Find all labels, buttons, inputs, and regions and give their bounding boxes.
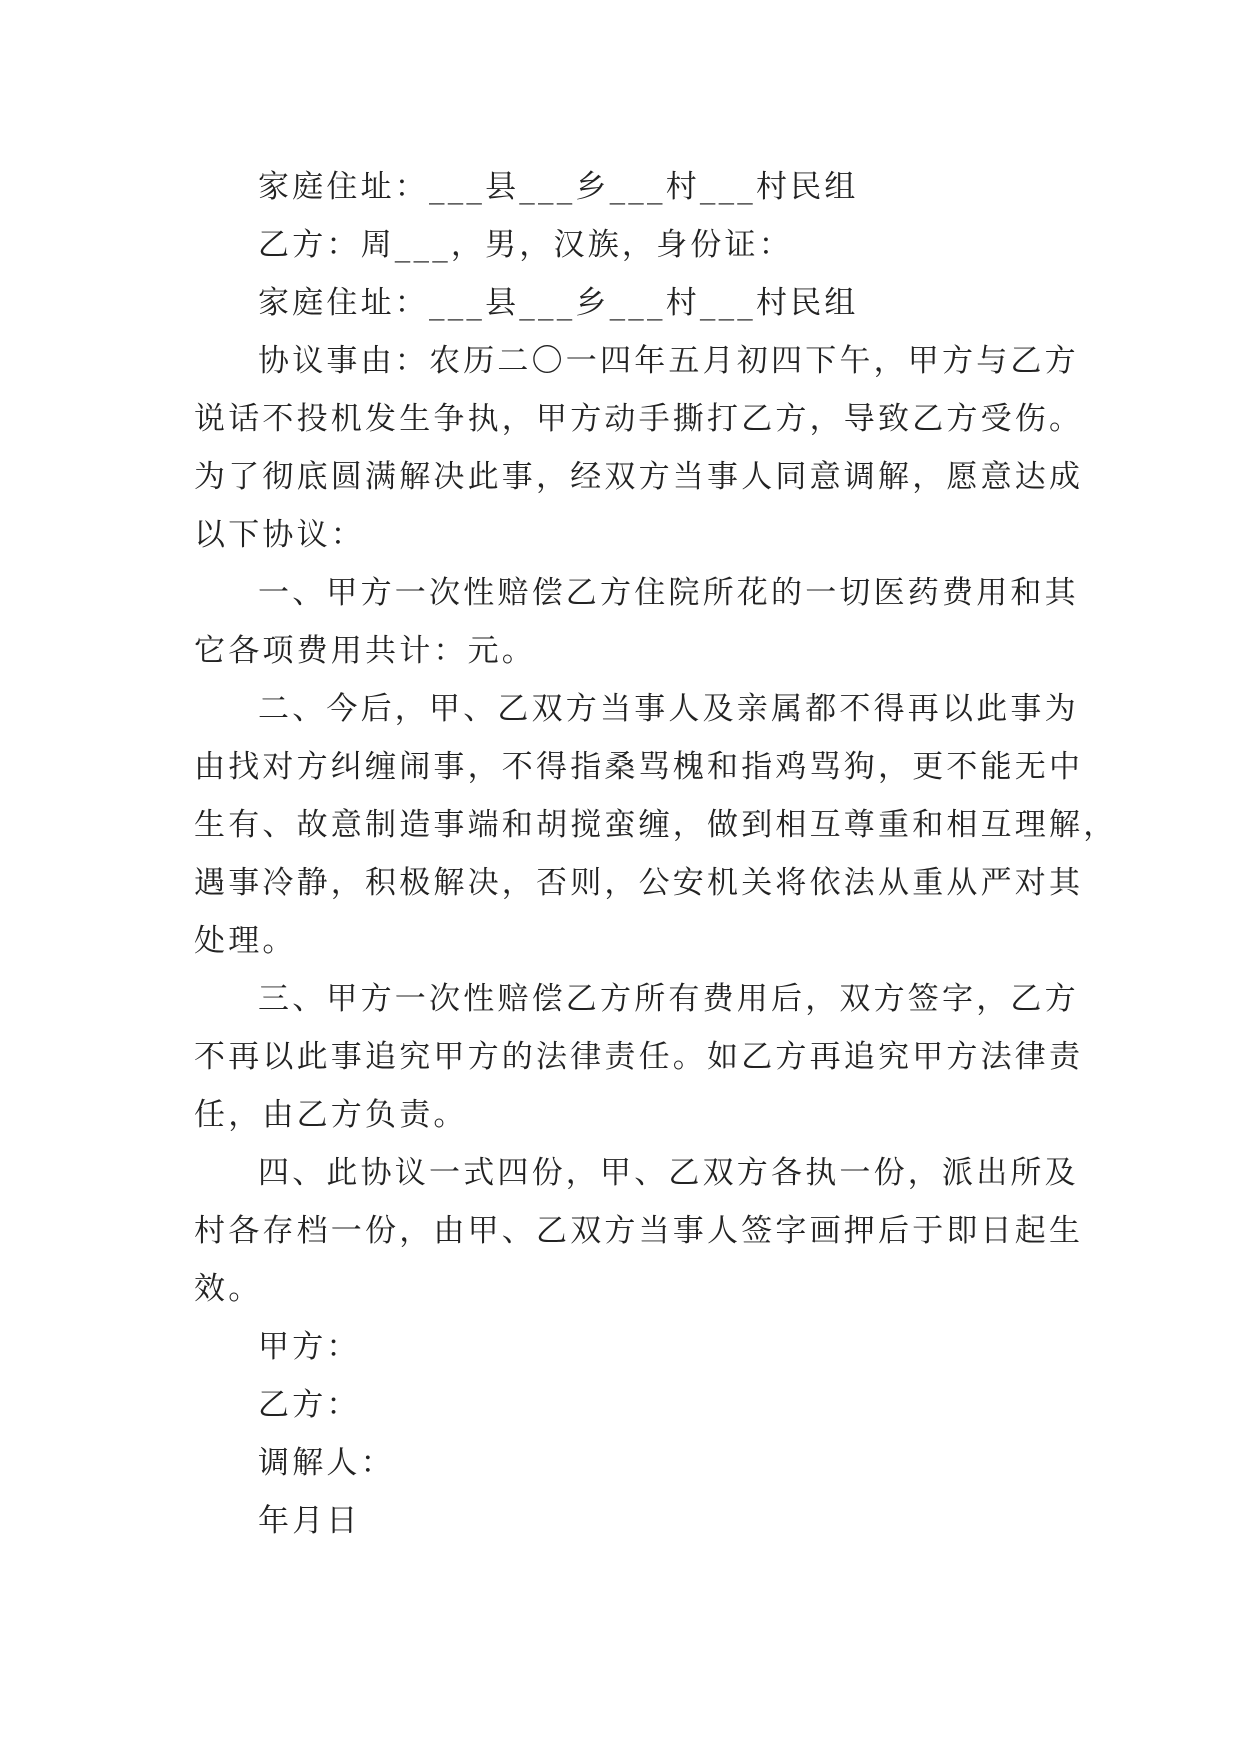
clause-line: 一、甲方一次性赔偿乙方住院所花的一切医药费用和其 [258, 575, 1079, 611]
clause-3 [194, 970, 1084, 1144]
agreement-reason [194, 332, 1084, 564]
clause-line: 效。 [194, 1271, 263, 1307]
clause-line: 处理。 [194, 923, 297, 959]
reason-line: 以下协议： [194, 517, 365, 553]
signature-party-b: 乙方： [258, 1387, 361, 1423]
clause-line: 二、今后，甲、乙双方当事人及亲属都不得再以此事为 [258, 691, 1079, 727]
clause-line: 四、此协议一式四份，甲、乙双方各执一份，派出所及 [258, 1155, 1079, 1191]
clause-line: 生有、故意制造事端和胡搅蛮缠，做到相互尊重和相互理解， [194, 807, 1118, 843]
clause-line: 任，由乙方负责。 [194, 1097, 468, 1133]
clause-line: 它各项费用共计：元。 [194, 633, 536, 669]
party-b-info: 乙方：周___，男，汉族，身份证： [258, 227, 793, 263]
clause-line: 村各存档一份，由甲、乙双方当事人签字画押后于即日起生 [194, 1213, 1084, 1249]
reason-line: 为了彻底圆满解决此事，经双方当事人同意调解，愿意达成 [194, 459, 1084, 495]
clause-2 [194, 680, 1118, 970]
clause-1 [194, 564, 1079, 680]
signature-mediator: 调解人： [258, 1445, 395, 1481]
clause-line: 由找对方纠缠闹事，不得指桑骂槐和指鸡骂狗，更不能无中 [194, 749, 1084, 785]
clause-line: 三、甲方一次性赔偿乙方所有费用后，双方签字，乙方 [258, 981, 1079, 1017]
party-a-address: 家庭住址：___县___乡___村___村民组 [258, 169, 859, 205]
signature-date: 年月日 [258, 1503, 361, 1539]
document-body [194, 158, 1118, 1550]
clause-4 [194, 1144, 1084, 1318]
clause-line: 不再以此事追究甲方的法律责任。如乙方再追究甲方法律责 [194, 1039, 1084, 1075]
reason-line: 说话不投机发生争执，甲方动手撕打乙方，导致乙方受伤。 [194, 401, 1084, 437]
reason-line: 协议事由：农历二〇一四年五月初四下午，甲方与乙方 [258, 343, 1079, 379]
party-b-address: 家庭住址：___县___乡___村___村民组 [258, 285, 859, 321]
signature-party-a: 甲方： [258, 1329, 361, 1365]
clause-line: 遇事冷静，积极解决，否则，公安机关将依法从重从严对其 [194, 865, 1084, 901]
